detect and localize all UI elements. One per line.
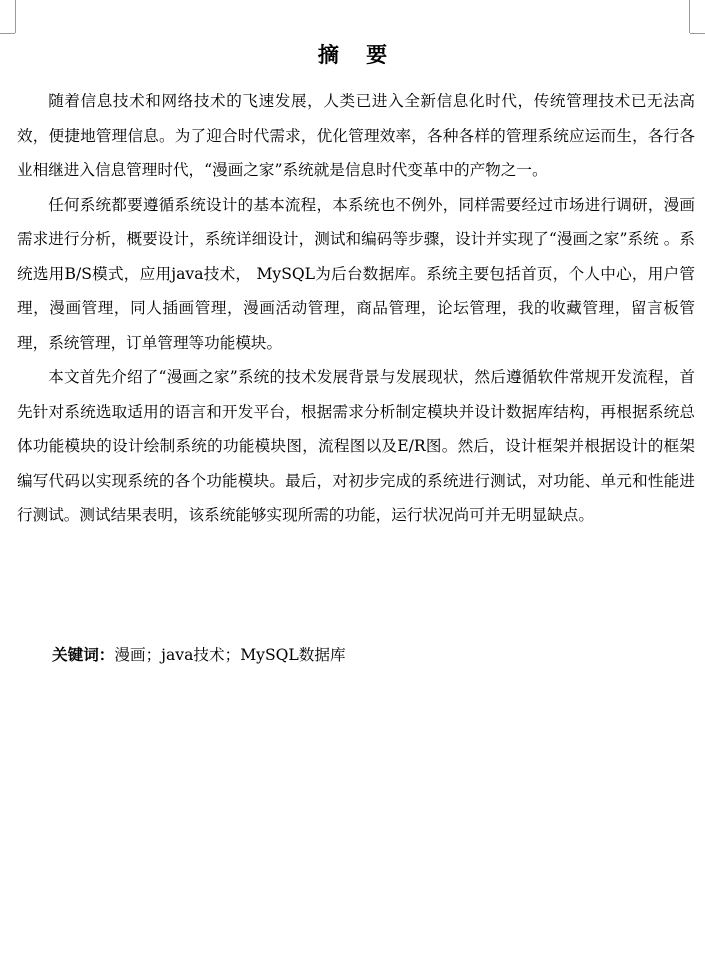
keywords-line	[52, 638, 346, 672]
abstract-paragraph-3: 本文首先介绍了“漫画之家”系统的技术发展背景与发展现状，然后遵循软件常规开发流程，首先针对系统选取适用的语言和开发平台，根据需求分析制定模块并设计数据库结构，再根据系统总体功能模块的设计绘制系统的功能模块图，流程图以及E/R图。然后，设计框架并根据设计的框架编写代码以实现系统的各个功能模块。最后，对初步完成的系统进行测试，对功能、单元和性能进行测试。测试结果表明，该系统能够实现所需的功能，运行状况尚可并无明显缺点。	[17, 368, 695, 524]
keywords-label: 关键词：	[52, 646, 115, 664]
abstract-paragraph-2: 任何系统都要遵循系统设计的基本流程，本系统也不例外，同样需要经过市场进行调研，漫画需求进行分析，概要设计，系统详细设计，测试和编码等步骤，设计并实现了“漫画之家”系统 。系统选用B/S模式，应用java技术， MySQL为后台数据库。系统主要包括首页，个人中心，用户管理，漫画管理，同人插画管理，漫画活动管理，商品管理，论坛管理，我的收藏管理，留言板管理，系统管理，订单管理等功能模块。	[17, 195, 695, 352]
page-title: 摘 要	[317, 43, 398, 67]
crop-mark-top-left-horizontal	[0, 33, 15, 34]
keywords-value: 漫画；java技术；MySQL数据库	[114, 646, 346, 664]
abstract-paragraph-1: 随着信息技术和网络技术的飞速发展，人类已进入全新信息化时代，传统管理技术已无法高效，便捷地管理信息。为了迎合时代需求，优化管理效率，各种各样的管理系统应运而生，各行各业相继进入信息管理时代，“漫画之家”系统就是信息时代变革中的产物之一。	[17, 92, 695, 179]
crop-mark-top-right-horizontal	[690, 33, 705, 34]
crop-mark-top-left-vertical	[15, 0, 16, 33]
crop-mark-top-right-vertical	[689, 0, 690, 33]
abstract-body	[17, 84, 695, 533]
